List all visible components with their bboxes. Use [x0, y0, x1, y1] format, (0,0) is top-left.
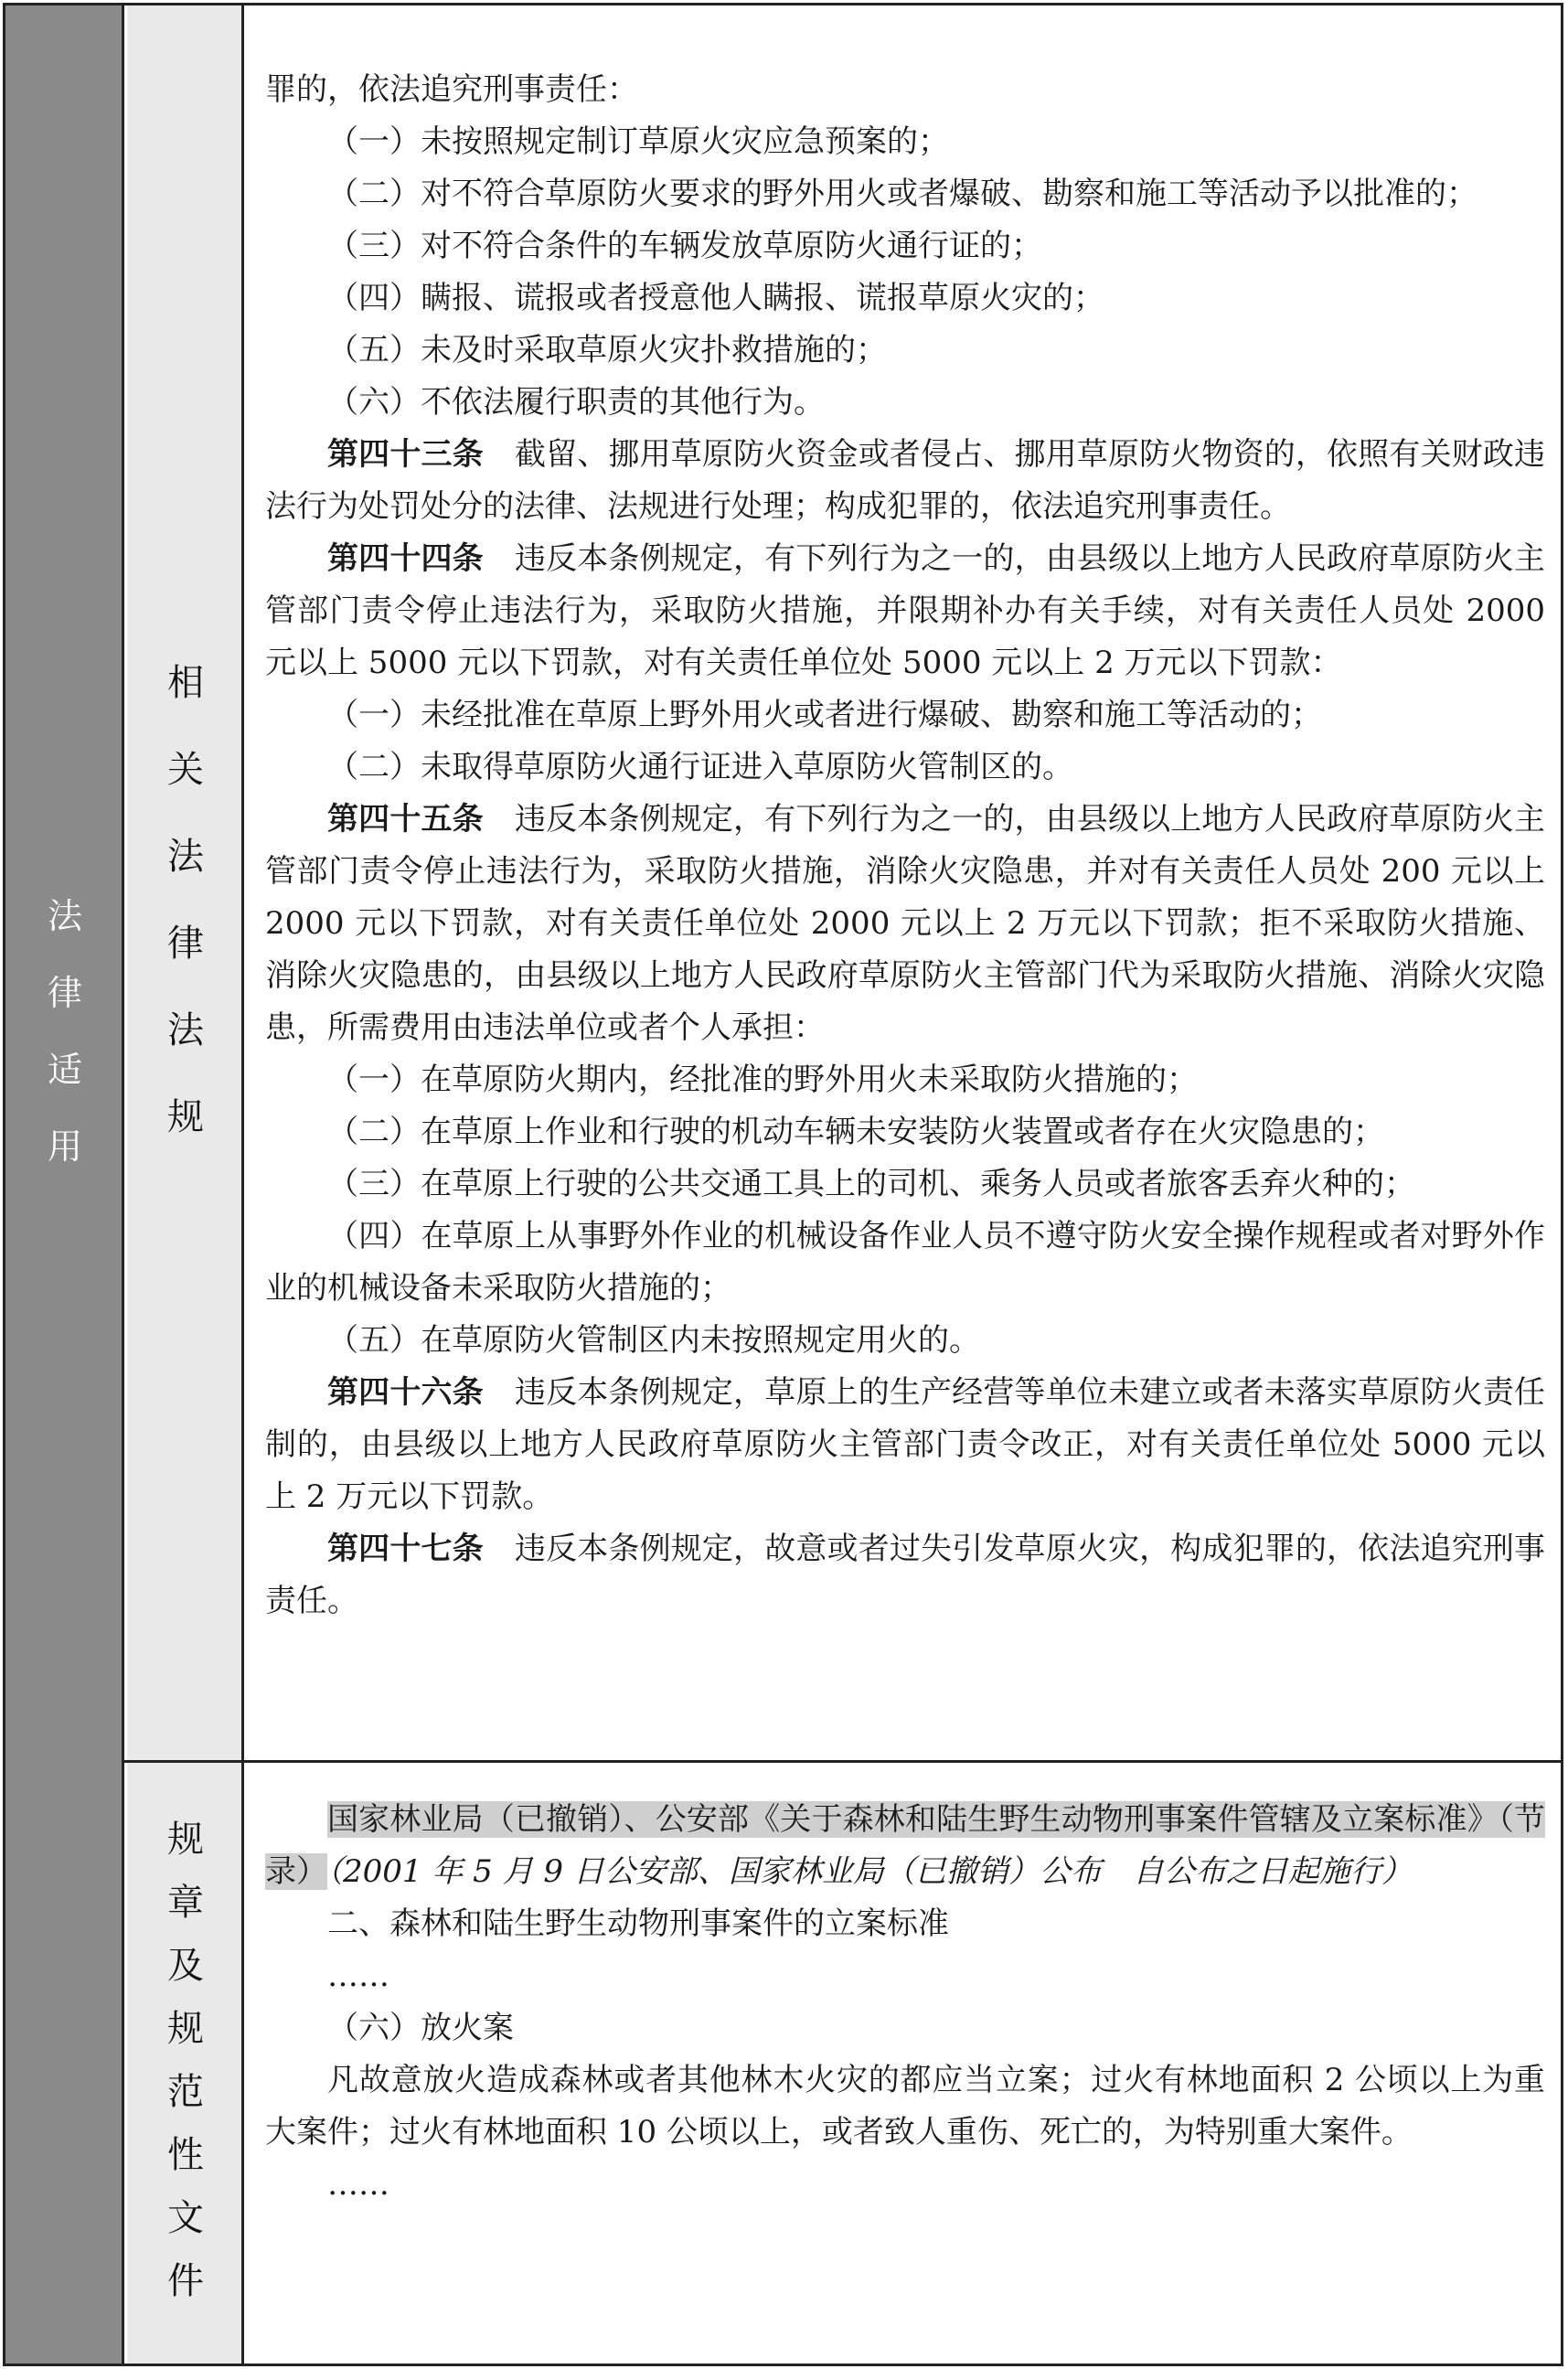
paragraph	[265, 1367, 1545, 1523]
paragraph-text: （四）在草原上从事野外作业的机械设备作业人员不遵守防火安全操作规程或者对野外作业的机械设备未采取防火措施的；	[265, 1218, 1545, 1307]
category-label-legal-application	[5, 878, 124, 1185]
section-label-char: 文	[167, 2197, 204, 2239]
paragraph-text: （五）在草原防火管制区内未按照规定用火的。	[327, 1322, 980, 1359]
paragraph-text: （六）不依法履行职责的其他行为。	[327, 384, 825, 421]
paragraph-text: （三）在草原上行驶的公共交通工具上的司机、乘务人员或者旅客丢弃火种的；	[327, 1166, 1415, 1202]
paragraph-text: （五）未及时采取草原火灾扑救措施的；	[327, 332, 887, 368]
paragraph-text: （二）在草原上作业和行驶的机动车辆未安装防火装置或者存在火灾隐患的；	[327, 1114, 1384, 1150]
section-label-char: 法	[167, 1009, 204, 1051]
section-label-char: 规	[167, 1819, 204, 1861]
paragraph-text: （四）瞒报、谎报或者授意他人瞒报、谎报草原火灾的；	[327, 280, 1104, 316]
article-number: 第四十五条	[327, 801, 484, 838]
paragraph-text: 罪的，依法追究刑事责任：	[265, 71, 638, 108]
paragraph	[265, 272, 1545, 325]
paragraph	[265, 1158, 1545, 1211]
paragraph	[265, 1950, 1545, 2002]
paragraph	[265, 220, 1545, 272]
rules-section-body	[265, 1794, 1545, 2211]
paragraph-text: 截留、挪用草原防火资金或者侵占、挪用草原防火物资的，依照有关财政违法行为处罚处分的法律、法规进行处理；构成犯罪的，依法追究刑事责任。	[265, 436, 1546, 525]
paragraph	[265, 377, 1545, 429]
article-number: 第四十四条	[327, 540, 484, 577]
document-source: （2001 年 5 月 9 日公安部、国家林业局（已撤销）公布 自公布之日起施行）	[327, 1853, 1413, 1890]
paragraph-text: 凡故意放火造成森林或者其他林木火灾的都应当立案；过火有林地面积 2 公顷以上为重大案件；过火有林地面积 10 公顷以上，或者致人重伤、死亡的，为特别重大案件。	[265, 2062, 1545, 2150]
paragraph-text: （二）未取得草原防火通行证进入草原防火管制区的。	[327, 749, 1073, 785]
paragraph	[265, 689, 1545, 742]
section-label-char: 章	[167, 1882, 204, 1924]
paragraph	[265, 1315, 1545, 1367]
laws-section-body	[265, 64, 1545, 1627]
paragraph	[265, 1106, 1545, 1158]
paragraph	[265, 533, 1545, 689]
section-label-char: 范	[167, 2071, 204, 2113]
paragraph	[265, 168, 1545, 220]
paragraph-text: （一）在草原防火期内，经批准的野外用火未采取防火措施的；	[327, 1062, 1198, 1098]
article-number: 第四十三条	[327, 436, 484, 473]
paragraph	[265, 116, 1545, 168]
paragraph	[265, 325, 1545, 377]
section-label-char: 法	[167, 836, 204, 878]
paragraph	[265, 1211, 1545, 1315]
section-label-char: 件	[167, 2260, 204, 2302]
paragraph	[265, 2054, 1545, 2159]
paragraph-text: （三）对不符合条件的车辆发放草原防火通行证的；	[327, 228, 1042, 264]
paragraph-text: （六）放火案	[327, 2010, 514, 2046]
article-number: 第四十六条	[327, 1374, 484, 1411]
paragraph-text: （一）未按照规定制订草原火灾应急预案的；	[327, 123, 949, 160]
category-label-char: 适	[47, 1050, 82, 1090]
paragraph	[265, 794, 1545, 1054]
paragraph-text: 违反本条例规定，故意或者过失引发草原火灾，构成犯罪的，依法追究刑事责任。	[265, 1531, 1546, 1619]
paragraph	[265, 2002, 1545, 2054]
section-label-char: 及	[167, 1945, 204, 1987]
paragraph-text: ……	[327, 2166, 389, 2203]
paragraph	[265, 742, 1545, 794]
section-label-char: 关	[167, 749, 204, 791]
paragraph	[265, 1054, 1545, 1106]
paragraph	[265, 1898, 1545, 1950]
paragraph	[265, 2159, 1545, 2211]
category-label-char: 律	[47, 973, 82, 1013]
document-heading	[265, 1794, 1545, 1898]
section-label-related-laws	[127, 640, 244, 1161]
article-number: 第四十七条	[327, 1531, 484, 1567]
category-label-char: 法	[47, 896, 82, 936]
section-label-char: 规	[167, 1096, 204, 1138]
section-label-rules-normative-documents	[127, 1809, 244, 2313]
paragraph	[265, 64, 1545, 116]
paragraph-text: 违反本条例规定，有下列行为之一的，由县级以上地方人民政府草原防火主管部门责令停止违法行为，采取防火措施，消除火灾隐患，并对有关责任人员处 200 元以上 2000 元以下罚款，对有关责任单位处 2000 元以上 2 万元以下罚款；拒不采取防火措施、消除火灾隐患的，由县级以上地方人民政府草原防火主管部门代为采取防火措施、消除火灾隐患，所需费用由违法单位或者个人承担：	[265, 801, 1546, 1046]
section-label-char: 性	[167, 2134, 204, 2176]
paragraph	[265, 1523, 1545, 1627]
category-label-char: 用	[47, 1126, 82, 1167]
paragraph-text: ……	[327, 1958, 389, 1994]
document-title: 国家林业局（已撤销）、公安部《关于森林和陆生野生动物刑事案件管辖及立案标准》（节录）	[265, 1801, 1545, 1890]
section-label-char: 规	[167, 2008, 204, 2050]
paragraph	[265, 429, 1545, 533]
paragraph-text: 二、森林和陆生野生动物刑事案件的立案标准	[327, 1905, 949, 1942]
section-label-char: 相	[167, 662, 204, 704]
section-label-char: 律	[167, 923, 204, 965]
paragraph-text: 违反本条例规定，有下列行为之一的，由县级以上地方人民政府草原防火主管部门责令停止违法行为，采取防火措施，并限期补办有关手续，对有关责任人员处 2000 元以上 5000 元以下罚款，对有关责任单位处 5000 元以上 2 万元以下罚款：	[265, 540, 1546, 681]
paragraph-text: （一）未经批准在草原上野外用火或者进行爆破、勘察和施工等活动的；	[327, 697, 1322, 733]
paragraph-text: 违反本条例规定，草原上的生产经营等单位未建立或者未落实草原防火责任制的，由县级以上地方人民政府草原防火主管部门责令改正，对有关责任单位处 5000 元以上 2 万元以下罚款。	[265, 1374, 1546, 1515]
paragraph-text: （二）对不符合草原防火要求的野外用火或者爆破、勘察和施工等活动予以批准的；	[327, 176, 1477, 212]
